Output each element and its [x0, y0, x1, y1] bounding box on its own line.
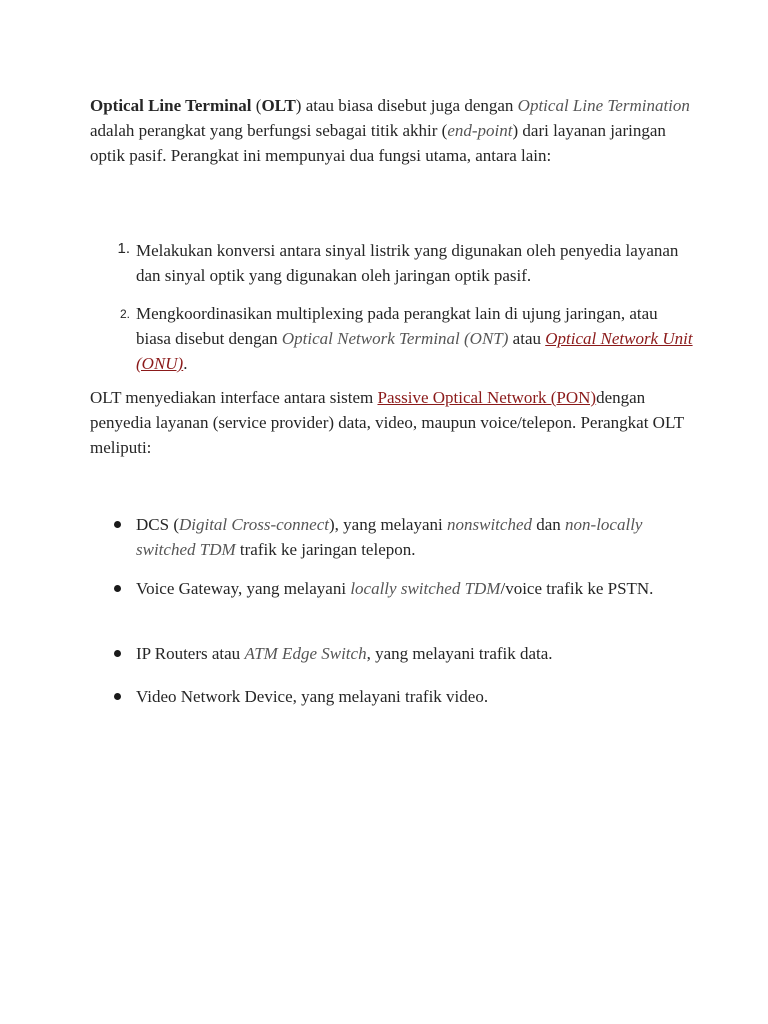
- onu-link[interactable]: Optical Network Unit (ONU): [136, 329, 693, 373]
- bullet-icon: [114, 693, 121, 700]
- list-item-segment: .: [183, 354, 188, 373]
- term-end-point: end-point: [447, 121, 513, 140]
- list-item-segment: ), yang melayani: [328, 515, 447, 534]
- list-item-text: [136, 641, 696, 666]
- list-item-segment: IP Routers atau: [136, 644, 245, 663]
- intro-text: (: [251, 96, 262, 115]
- term-dcs: Digital Cross-connect: [178, 515, 329, 534]
- term-nonswitched: nonswitched: [447, 515, 532, 534]
- list-item-segment: , yang melayani trafik data.: [366, 644, 553, 663]
- bullet-icon: [114, 585, 121, 592]
- list-item-text: Melakukan konversi antara sinyal listrik yang digunakan oleh penyedia layanan dan sinyal optik yang digunakan oleh jaringan optik pasif.: [136, 241, 679, 285]
- list-item-text: [136, 301, 696, 376]
- list-item-segment: trafik ke jaringan telepon.: [235, 540, 416, 559]
- term-olt-full: Optical Line Terminal: [90, 96, 252, 115]
- term-locally-switched: locally switched TDM: [350, 579, 501, 598]
- term-atm-edge-switch: ATM Edge Switch: [244, 644, 367, 663]
- term-olt-abbr: OLT: [261, 96, 296, 115]
- intro-text: ) atau biasa disebut juga dengan: [295, 96, 518, 115]
- list-number: 1.: [117, 240, 130, 257]
- paragraph-segment: dengan penyedia layanan (service provider) data, video, maupun voice/telepon. Perangkat OLT meliputi:: [90, 388, 684, 457]
- term-ont: Optical Network Terminal (ONT): [281, 329, 509, 348]
- list-item-text: [136, 576, 696, 601]
- paragraph-segment: OLT menyediakan interface antara sistem: [90, 388, 378, 407]
- list-item-segment: Voice Gateway, yang melayani: [136, 579, 351, 598]
- list-item-segment: Mengkoordinasikan multiplexing pada perangkat lain di ujung jaringan, atau biasa disebut dengan: [136, 304, 658, 348]
- list-item-segment: DCS (: [136, 515, 179, 534]
- pon-link[interactable]: Passive Optical Network (PON): [377, 388, 597, 407]
- list-number: 2.: [119, 307, 130, 321]
- term-olt-alt: Optical Line Termination: [517, 96, 690, 115]
- intro-text: adalah perangkat yang berfungsi sebagai titik akhir (: [90, 121, 448, 140]
- list-item-segment: /voice trafik ke PSTN.: [500, 579, 654, 598]
- intro-text: ) dari layanan jaringan optik pasif. Perangkat ini mempunyai dua fungsi utama, antara lain:: [90, 121, 666, 165]
- list-item-segment: dan: [532, 515, 566, 534]
- olt-interface-paragraph: [90, 385, 690, 460]
- bullet-icon: [114, 521, 121, 528]
- list-item-segment: atau: [508, 329, 546, 348]
- list-item-text: Video Network Device, yang melayani trafik video.: [136, 687, 489, 706]
- intro-paragraph: [90, 93, 690, 168]
- list-item-text: [136, 512, 696, 562]
- term-non-locally-switched: non-locally switched TDM: [136, 515, 643, 559]
- bullet-icon: [114, 650, 121, 657]
